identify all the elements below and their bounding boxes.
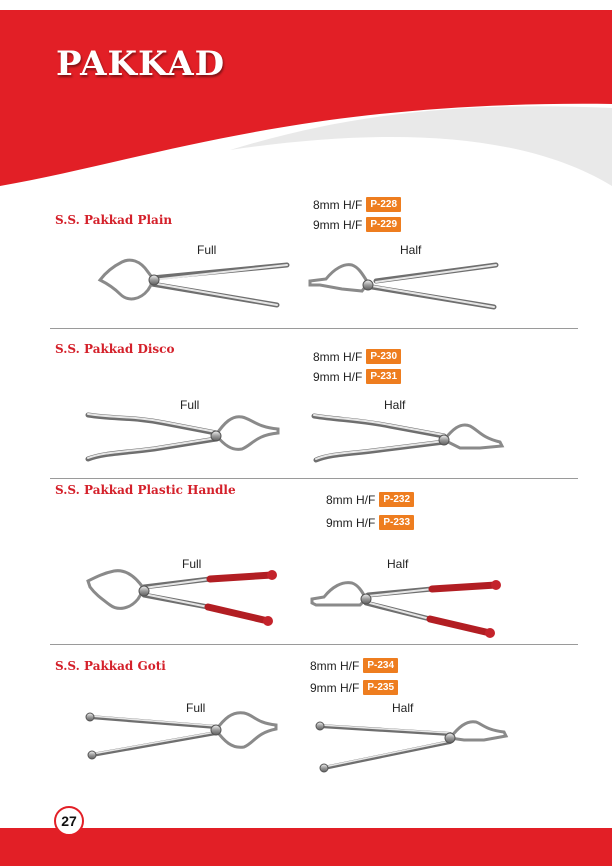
disco-pakkad-half-illustration [310,408,510,468]
variant-label-full: Full [186,701,206,715]
size-code-row [313,349,401,364]
section-title-disco: S.S. Pakkad Disco [55,342,175,356]
plastic-handle-pakkad-half-illustration [308,575,508,641]
plain-pakkad-half-illustration [306,255,506,315]
product-code-badge: P-228 [366,197,401,212]
product-code-badge: P-235 [363,680,398,695]
variant-label-half: Half [400,243,422,257]
size-code-row [326,515,414,530]
plastic-handle-pakkad-full-illustration [82,565,282,630]
section-title-plastic-handle: S.S. Pakkad Plastic Handle [55,483,236,497]
product-code-badge: P-233 [379,515,414,530]
variant-label-half: Half [392,701,414,715]
variant-label-half: Half [387,557,409,571]
size-code-row [326,492,414,507]
goti-pakkad-full-illustration [84,705,284,765]
product-code-badge: P-232 [379,492,414,507]
plain-pakkad-full-illustration [92,250,292,315]
section-divider [50,478,578,479]
size-code-row [313,197,401,212]
header-wave-graphic [0,0,612,200]
size-label: 9mm H/F [310,680,360,695]
header-banner [0,0,612,200]
product-code-badge: P-234 [363,658,398,673]
footer-bar [0,828,612,866]
size-label: 8mm H/F [310,658,360,673]
section-title-goti: S.S. Pakkad Goti [55,659,166,673]
disco-pakkad-full-illustration [84,405,284,467]
size-code-row [310,658,398,673]
size-label: 9mm H/F [326,515,376,530]
variant-label-full: Full [180,398,200,412]
section-title-plain: S.S. Pakkad Plain [55,213,173,227]
size-label: 8mm H/F [326,492,376,507]
size-label: 9mm H/F [313,217,363,232]
section-divider [50,328,578,329]
size-code-row [313,217,401,232]
product-code-badge: P-231 [366,369,401,384]
size-label: 8mm H/F [313,349,363,364]
section-divider [50,644,578,645]
goti-pakkad-half-illustration [314,712,514,774]
size-label: 8mm H/F [313,197,363,212]
size-label: 9mm H/F [313,369,363,384]
size-code-row [313,369,401,384]
size-code-row [310,680,398,695]
page-title: PAKKAD [56,44,226,84]
variant-label-half: Half [384,398,406,412]
page-number: 27 [54,806,84,836]
variant-label-full: Full [197,243,217,257]
product-code-badge: P-229 [366,217,401,232]
product-code-badge: P-230 [366,349,401,364]
variant-label-full: Full [182,557,202,571]
